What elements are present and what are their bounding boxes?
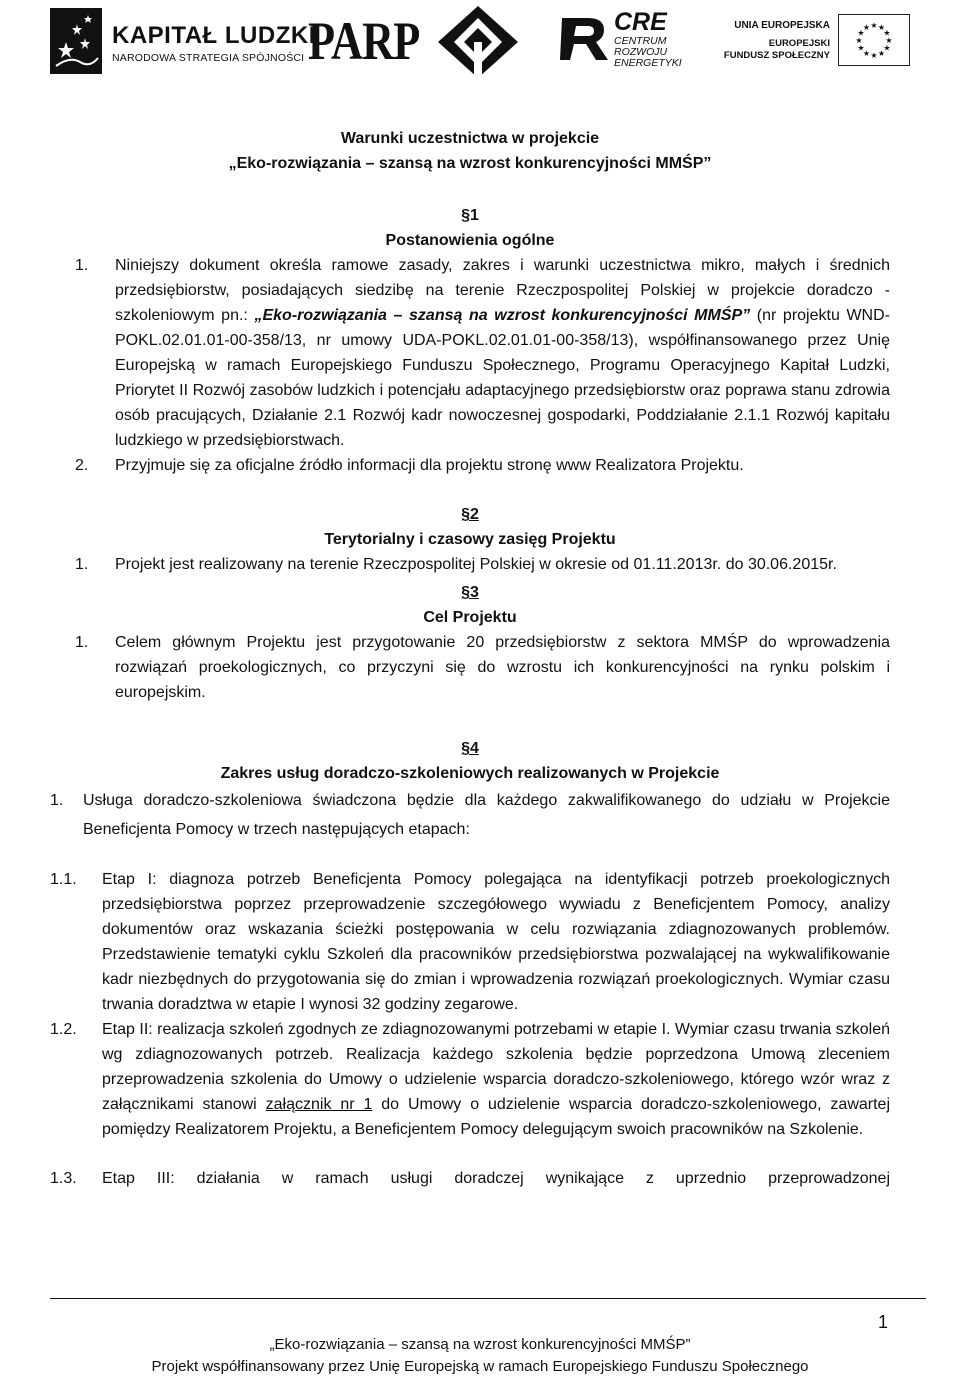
eu-star-icon: ★ [855,36,863,45]
kapital-ludzki-logo [50,8,316,74]
section-3-sign: §3 [461,584,479,601]
section-2-item-1 [75,552,890,577]
eu-text [724,20,830,62]
eu-star-icon: ★ [883,28,891,38]
item-text: Etap III: działania w ramach usługi doradczej wynikające z uprzednio przeprowadzonej [102,1170,890,1187]
item-text: Etap II: realizacja szkoleń zgodnych ze zdiagnozowanymi potrzebami w etapie I. Wymiar czasu trwania szkoleń wg zdiagnozowanych potrzeb. Realizacja każdego szkolenia będzie poprzedzona Umową zleceniem przeprowadzenia szkolenia do Umowy o udzielenie wsparcia doradczo-szkoleniowego, którego wzór wraz z załącznikami stanowi załącznik nr 1 do Umowy o udzielenie wsparcia doradczo-szkoleniowego, zawartej pomiędzy Realizatorem Projektu, a Beneficjentem Pomocy delegującym swoich pracowników na Szkolenie. [102,1021,890,1138]
section-4-sign: §4 [461,740,479,757]
attachment-reference: załącznik nr 1 [265,1096,373,1113]
parp-name: PARP [308,11,420,71]
item-number: 1.1. [50,871,77,888]
item-number: 1. [75,556,89,573]
section-3-item-1 [75,630,890,705]
eu-line-3: FUNDUSZ SPOŁECZNY [723,50,830,61]
section-1-item-2 [75,453,890,478]
item-text: Projekt jest realizowany na terenie Rzeczpospolitej Polskiej w okresie od 01.11.2013r. do 30.06.2015r. [115,556,837,573]
section-2-sign: §2 [461,506,479,523]
eu-star-icon: ★ [885,36,893,45]
eu-star-icon: ★ [857,43,865,53]
item-number: 1. [50,792,64,809]
cre-logo [558,8,698,69]
section-1-item-1 [75,253,890,453]
item-text: Usługa doradczo-szkoleniowa świadczona będzie dla każdego zakwalifikowanego do udziału w Projekcie Beneficjenta Pomocy w trzech następujących etapach: [83,792,890,838]
item-number: 1.3. [50,1170,77,1187]
eu-star-icon: ★ [870,51,878,60]
cre-symbol-icon [558,12,612,64]
section-3-heading: Cel Projektu [423,609,517,626]
document-title-line-1: Warunki uczestnictwa w projekcie [340,130,600,147]
item-text: Etap I: diagnoza potrzeb Beneficjenta Pomocy polegająca na identyfikacji potrzeb proekologicznych przedsiębiorstwa poprzez przeprowadzenie szczegółowego wywiadu z Beneficjentem Pomocy, analizy dokumentów oraz wskazania ścieżki postępowania w celu rozwiązania zdiagnozowanych problemów. Przedstawienie tematyki cyklu Szkoleń dla pracowników przedsiębiorstwa pozwalającej na wykwalifikowanie kadr niezbędnych do przygotowania się do zmian i wprowadzenia rozwiązań proekologicznych. Wymiar czasu trwania doradztwa w etapie I wynosi 32 godziny zegarowe. [102,871,890,1013]
item-number: 2. [75,457,89,474]
kapital-ludzki-subtitle: NARODOWA STRATEGIA SPÓJNOŚCI [112,52,305,64]
item-number: 1. [75,257,89,274]
cre-line-2: ROZWOJU [614,46,668,58]
document-title-line-2: „Eko-rozwiązania – szansą na wzrost konkurencyjności MMŚP” [228,155,712,172]
cre-name: CRE [614,8,667,36]
item-text: Przyjmuje się za oficjalne źródło informacji dla projektu stronę www Realizatora Projektu. [115,457,744,474]
parp-logo [308,6,538,78]
eu-logo [710,14,910,70]
eu-stars-icon [839,15,909,65]
document-body [50,126,890,1191]
parp-arrow-icon [438,6,518,78]
eu-star-icon: ★ [862,23,871,33]
section-4-heading: Zakres usług doradczo-szkoleniowych realizowanych w Projekcie [220,765,720,782]
eu-star-icon: ★ [862,48,871,58]
section-1-heading: Postanowienia ogólne [385,232,555,249]
header-logos [0,0,960,90]
section-4-item-1-2 [50,1017,890,1142]
eu-star-icon: ★ [870,21,878,30]
section-4-item-1-3 [50,1166,890,1191]
eu-line-1: UNIA EUROPEJSKA [734,20,830,31]
eu-star-icon: ★ [883,43,891,53]
footer-divider [50,1298,926,1299]
item-text: Niniejszy dokument określa ramowe zasady, zakres i warunki uczestnictwa mikro, małych i średnich przedsiębiorstw, posiadających siedzibę na terenie Rzeczpospolitej Polskiej w projekcie doradczo - szkoleniowym pn.: „Eko-rozwiązania – szansą na wzrost konkurencyjności MMŚP” (nr projektu WND-POKL.02.01.01-00-358/13, nr umowy UDA-POKL.02.01.01-00-358/13), współfinansowanego przez Unię Europejską w ramach Europejskiego Funduszu Społecznego, Programu Operacyjnego Kapitał Ludzki, Priorytet II Rozwój zasobów ludzkich i potencjału adaptacyjnego przedsiębiorstw oraz poprawa stanu zdrowia osób pracujących, Działanie 2.1 Rozwój kadr nowoczesnej gospodarki, Poddziałanie 2.1.1 Rozwój kapitału ludzkiego w przedsiębiorstwach. [115,257,890,449]
kapital-ludzki-name: KAPITAŁ LUDZKI [112,22,316,49]
cre-line-1: CENTRUM [614,35,667,47]
item-text: Celem głównym Projektu jest przygotowanie 20 przedsiębiorstw z sektora MMŚP do wprowadzenia rozwiązań proekologicznych, co przyczyni się do wzrostu ich konkurencyjności na rynku polskim i europejskim. [115,634,890,701]
eu-star-icon: ★ [877,48,886,58]
kapital-ludzki-emblem-icon [50,8,102,74]
eu-star-icon: ★ [857,28,865,38]
footer-project-title: „Eko-rozwiązania – szansą na wzrost konkurencyjności MMŚP” [269,1336,691,1353]
cre-line-3: ENERGETYKI [614,57,682,69]
section-4-item-1-1 [50,867,890,1017]
item-number: 1.2. [50,1021,77,1038]
section-4-item-1 [50,786,890,844]
eu-line-2: EUROPEJSKI [768,38,830,49]
section-2-heading: Terytorialny i czasowy zasięg Projektu [324,531,616,548]
eu-star-icon: ★ [877,23,886,33]
eu-flag [838,14,910,66]
footer-cofinancing-note: Projekt współfinansowany przez Unię Europejską w ramach Europejskiego Funduszu Społecznego [151,1358,809,1375]
section-1-sign: §1 [461,207,479,224]
page-number: 1 [877,1312,888,1332]
item-number: 1. [75,634,89,651]
project-name-emphasis: „Eko-rozwiązania – szansą na wzrost konkurencyjności MMŚP” [254,307,751,324]
